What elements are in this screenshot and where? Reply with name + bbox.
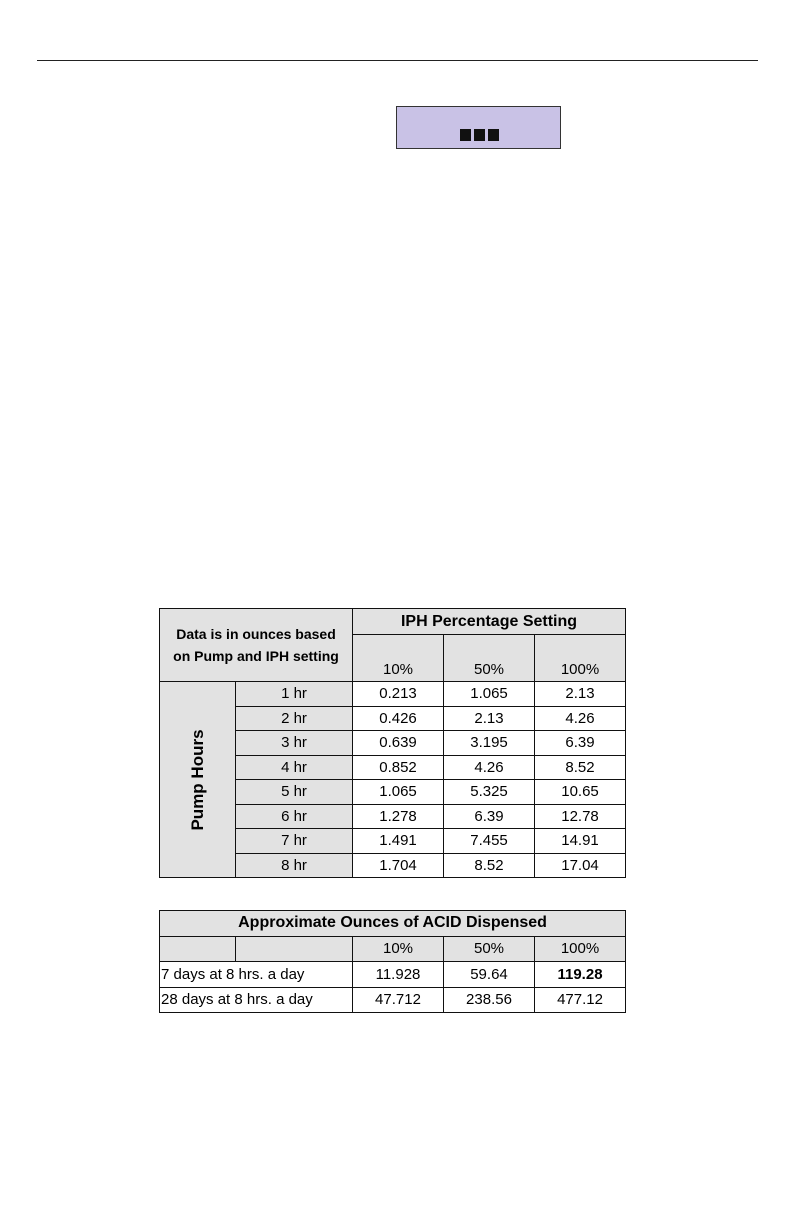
iph-pct-100: 100% xyxy=(535,635,626,682)
cell-value: 6.39 xyxy=(535,731,626,756)
row-hours: 2 hr xyxy=(236,706,353,731)
row-hours: 6 hr xyxy=(236,804,353,829)
acid-header-blank xyxy=(236,936,353,962)
acid-pct-10: 10% xyxy=(353,936,444,962)
acid-pct-100: 100% xyxy=(535,936,626,962)
cell-value: 11.928 xyxy=(353,962,444,988)
cell-value: 0.852 xyxy=(353,755,444,780)
row-hours: 1 hr xyxy=(236,682,353,707)
row-hours: 7 hr xyxy=(236,829,353,854)
cell-value: 59.64 xyxy=(444,962,535,988)
cell-value: 119.28 xyxy=(535,962,626,988)
cell-value: 4.26 xyxy=(535,706,626,731)
cell-value: 7.455 xyxy=(444,829,535,854)
row-hours: 3 hr xyxy=(236,731,353,756)
table-row xyxy=(160,962,626,988)
cell-value: 3.195 xyxy=(444,731,535,756)
table-row xyxy=(160,987,626,1013)
display-blocks xyxy=(460,129,499,141)
table-row xyxy=(160,682,626,707)
cell-value: 2.13 xyxy=(535,682,626,707)
iph-table xyxy=(159,608,626,878)
iph-description-line2: on Pump and IPH setting xyxy=(173,648,339,664)
cell-value: 8.52 xyxy=(444,853,535,878)
acid-row-label: 28 days at 8 hrs. a day xyxy=(160,987,353,1013)
top-rule xyxy=(37,60,758,61)
cell-value: 1.065 xyxy=(444,682,535,707)
row-hours: 4 hr xyxy=(236,755,353,780)
display-block xyxy=(460,129,471,141)
acid-pct-50: 50% xyxy=(444,936,535,962)
row-hours: 8 hr xyxy=(236,853,353,878)
cell-value: 14.91 xyxy=(535,829,626,854)
iph-description xyxy=(160,609,353,682)
cell-value: 477.12 xyxy=(535,987,626,1013)
cell-value: 1.491 xyxy=(353,829,444,854)
row-hours: 5 hr xyxy=(236,780,353,805)
cell-value: 0.426 xyxy=(353,706,444,731)
acid-table-title: Approximate Ounces of ACID Dispensed xyxy=(160,911,626,937)
cell-value: 5.325 xyxy=(444,780,535,805)
cell-value: 47.712 xyxy=(353,987,444,1013)
cell-value: 8.52 xyxy=(535,755,626,780)
cell-value: 1.704 xyxy=(353,853,444,878)
cell-value: 238.56 xyxy=(444,987,535,1013)
cell-value: 17.04 xyxy=(535,853,626,878)
cell-value: 1.065 xyxy=(353,780,444,805)
cell-value: 10.65 xyxy=(535,780,626,805)
acid-row-label: 7 days at 8 hrs. a day xyxy=(160,962,353,988)
pump-hours-group xyxy=(160,682,236,878)
cell-value: 4.26 xyxy=(444,755,535,780)
lcd-display xyxy=(396,106,561,149)
iph-pct-50: 50% xyxy=(444,635,535,682)
cell-value: 6.39 xyxy=(444,804,535,829)
acid-table xyxy=(159,910,626,1013)
cell-value: 0.213 xyxy=(353,682,444,707)
acid-header-blank xyxy=(160,936,236,962)
cell-value: 0.639 xyxy=(353,731,444,756)
cell-value: 2.13 xyxy=(444,706,535,731)
display-block xyxy=(474,129,485,141)
pump-hours-label: Pump Hours xyxy=(187,728,207,831)
iph-header-title: IPH Percentage Setting xyxy=(353,609,626,635)
cell-value: 1.278 xyxy=(353,804,444,829)
iph-description-line1: Data is in ounces based xyxy=(176,626,336,642)
cell-value: 12.78 xyxy=(535,804,626,829)
iph-pct-10: 10% xyxy=(353,635,444,682)
display-block xyxy=(488,129,499,141)
